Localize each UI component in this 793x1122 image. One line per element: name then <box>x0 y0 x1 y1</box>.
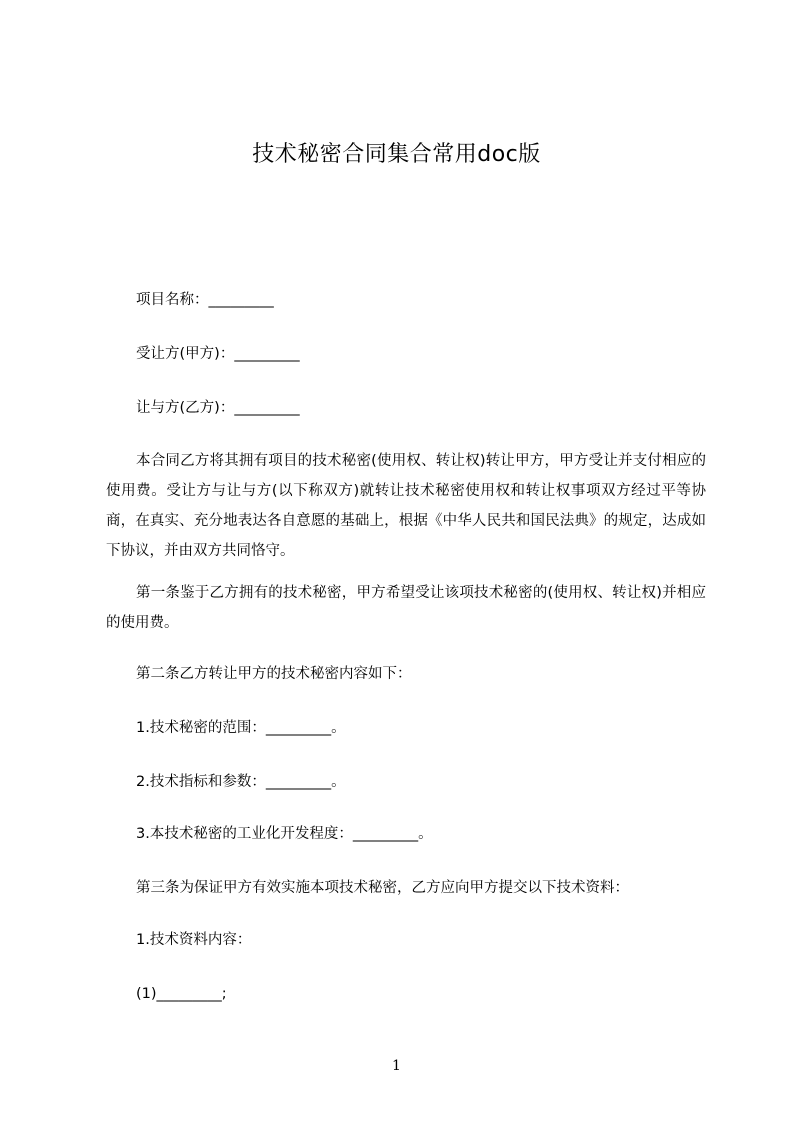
article-1-paragraph: 第一条鉴于乙方拥有的技术秘密，甲方希望受让该项技术秘密的(使用权、转让权)并相应的使用费。 <box>106 585 706 631</box>
article-3-item-1-sub-1: (1)_________; <box>136 986 227 1002</box>
page-number: 1 <box>392 1058 401 1074</box>
project-name-line: 项目名称：_________ <box>136 292 274 308</box>
article-2-item-3: 3.本技术秘密的工业化开发程度：_________。 <box>136 826 433 842</box>
article-3-item-1: 1.技术资料内容： <box>136 932 252 948</box>
document-title: 技术秘密合同集合常用doc版 <box>252 142 541 167</box>
article-3-heading: 第三条为保证甲方有效实施本项技术秘密，乙方应向甲方提交以下技术资料： <box>136 880 629 896</box>
transferee-line: 受让方(甲方)：_________ <box>136 346 300 362</box>
transferor-line: 让与方(乙方)：_________ <box>136 400 300 416</box>
article-2-heading: 第二条乙方转让甲方的技术秘密内容如下： <box>136 666 412 682</box>
article-2-item-1: 1.技术秘密的范围：_________。 <box>136 720 346 736</box>
preamble-paragraph: 本合同乙方将其拥有项目的技术秘密(使用权、转让权)转让甲方，甲方受让并支付相应的使用费。受让方与让与方(以下称双方)就转让技术秘密使用权和转让权事项双方经过平等协商，在真实、充分地表达各自意愿的基础上，根据《中华人民共和国民法典》的规定，达成如下协议，并由双方共同恪守。 <box>106 453 706 559</box>
article-2-item-2: 2.技术指标和参数：_________。 <box>136 774 346 790</box>
